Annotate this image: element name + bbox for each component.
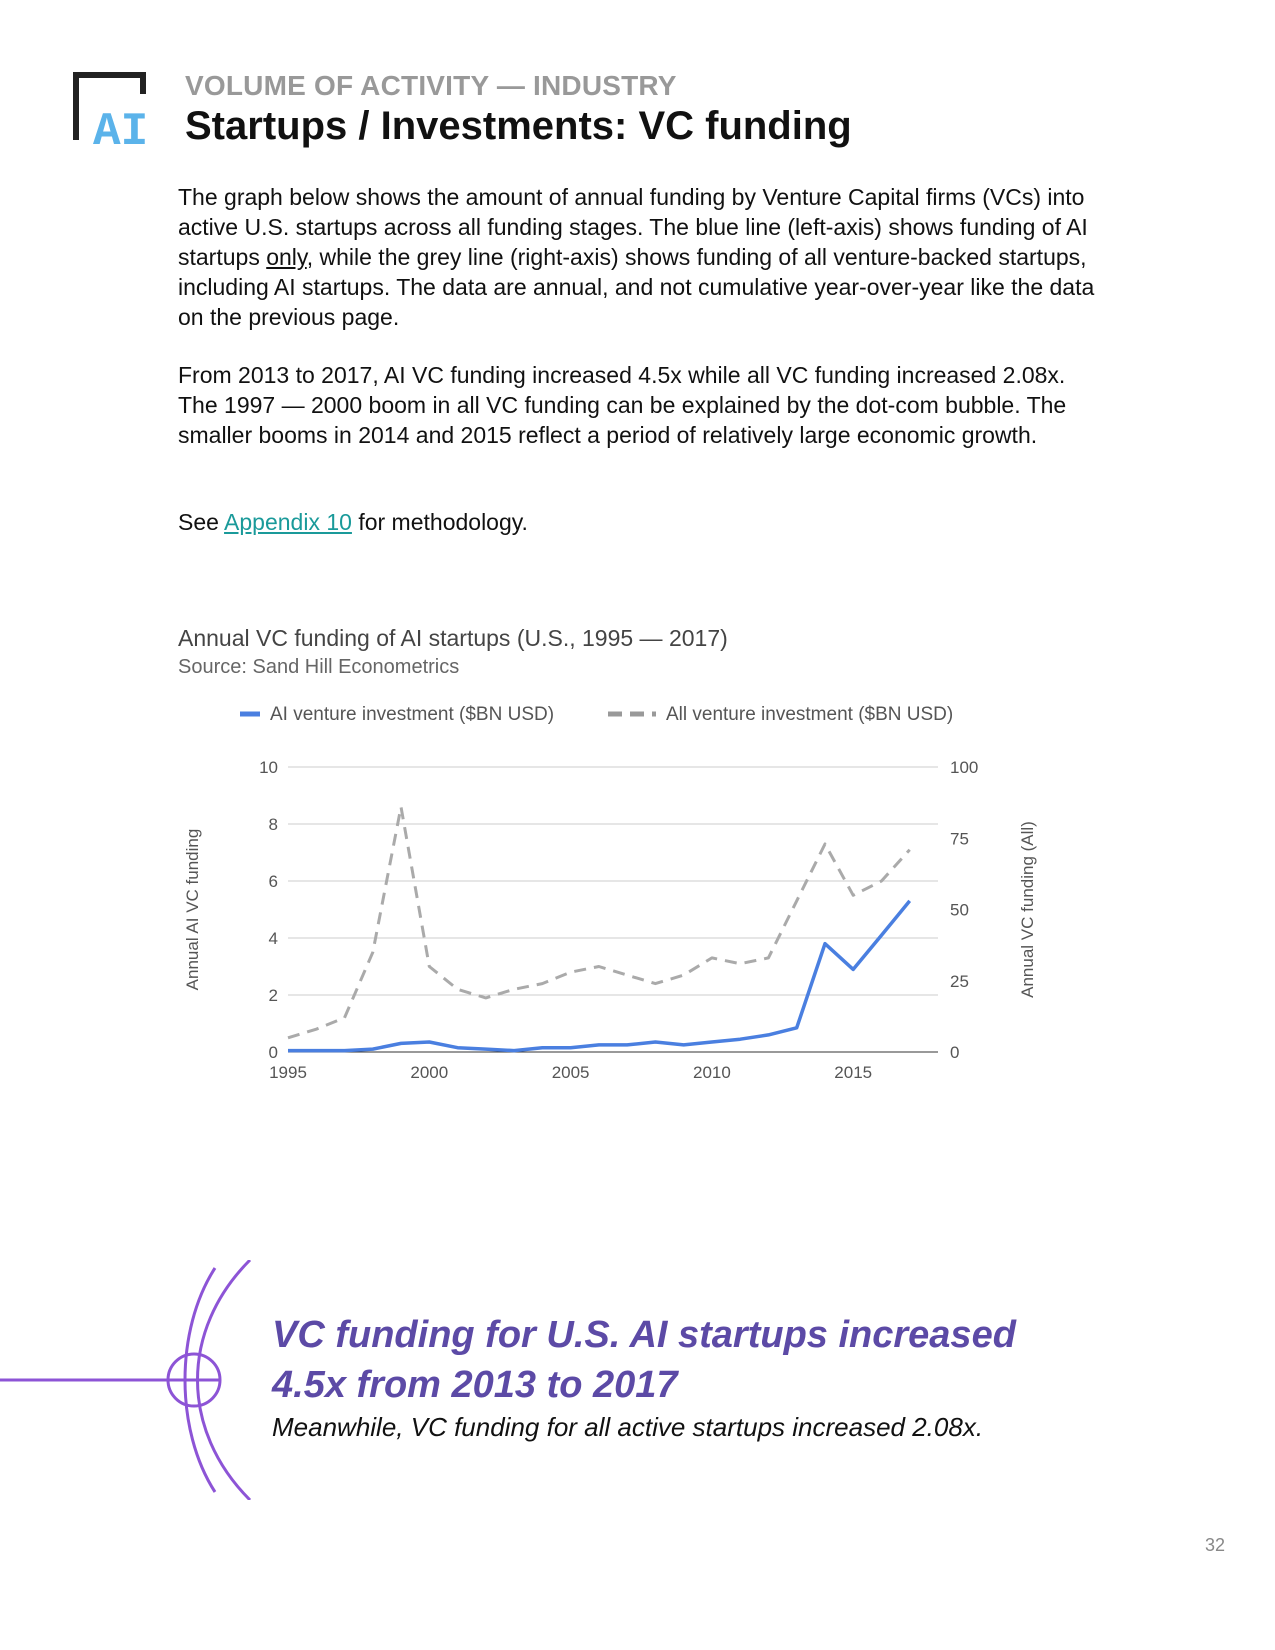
series-line-all-venture: [288, 807, 910, 1038]
x-tick-label: 2015: [834, 1063, 873, 1082]
x-tick-label: 2000: [410, 1063, 449, 1082]
y-left-tick-label: 2: [268, 986, 278, 1005]
intro-emphasis: only: [266, 244, 307, 270]
legend-label-ai: AI venture investment ($BN USD): [270, 704, 555, 725]
methodology-paragraph: [178, 507, 1098, 537]
y-left-tick-label: 4: [268, 929, 278, 948]
methodology-text-start: See: [178, 509, 225, 535]
y-right-axis-title: Annual VC funding (All): [1018, 821, 1037, 998]
y-right-tick-label: 0: [950, 1043, 960, 1062]
chart-title: Annual VC funding of AI startups (U.S., 1995 — 2017): [178, 625, 728, 651]
chart-source: Source: Sand Hill Econometrics: [178, 656, 460, 678]
callout-subtext: Meanwhile, VC funding for all active startups increased 2.08x.: [272, 1412, 984, 1442]
intro-text-end: , while the grey line (right-axis) shows funding of all venture-backed startups, including AI startups. The data are annual, and not cumulative year-over-year like the data on the previous page.: [178, 244, 1095, 330]
page-title: Startups / Investments: VC funding: [185, 104, 852, 148]
ai-index-logo: [73, 72, 163, 152]
intro-paragraph: [178, 182, 1098, 332]
y-left-tick-label: 10: [259, 758, 278, 777]
y-right-tick-label: 50: [950, 900, 969, 920]
intro-text-start: The graph below shows the amount of annual funding by Venture Capital firms (VCs) into active U.S. startups across all funding stages. The blue line (left-axis) shows funding of AI startups: [178, 184, 1088, 270]
page-number: 32: [1205, 1535, 1226, 1555]
arc-crosshair-graphic: [0, 1260, 260, 1500]
logo-text: AI: [93, 106, 149, 152]
y-left-tick-label: 0: [268, 1043, 278, 1062]
x-tick-label: 2005: [551, 1063, 590, 1082]
vc-funding-chart: [178, 700, 1098, 1090]
y-left-axis-title: Annual AI VC funding: [183, 828, 202, 991]
callout-headline: VC funding for U.S. AI startups increased 4.5x from 2013 to 2017: [272, 1314, 1016, 1406]
appendix-link[interactable]: Appendix 10: [224, 509, 352, 535]
x-tick-label: 1995: [269, 1063, 307, 1082]
x-tick-label: 2010: [692, 1063, 731, 1082]
y-right-tick-label: 75: [950, 829, 969, 849]
methodology-text-end: for methodology.: [351, 509, 528, 535]
y-left-tick-label: 8: [268, 815, 278, 834]
growth-paragraph: From 2013 to 2017, AI VC funding increased 4.5x while all VC funding increased 2.08x. The 1997 — 2000 boom in all VC funding can be explained by the dot-com bubble. The smaller booms in 2014 and 2015 reflect a period of relatively large economic growth.: [178, 362, 1067, 448]
y-left-tick-label: 6: [268, 872, 278, 891]
legend-label-all: All venture investment ($BN USD): [666, 704, 954, 725]
y-right-tick-label: 100: [950, 758, 979, 777]
series-line-ai-venture: [288, 901, 910, 1051]
section-eyebrow: VOLUME OF ACTIVITY — INDUSTRY: [185, 70, 677, 101]
y-right-tick-label: 25: [950, 971, 969, 991]
